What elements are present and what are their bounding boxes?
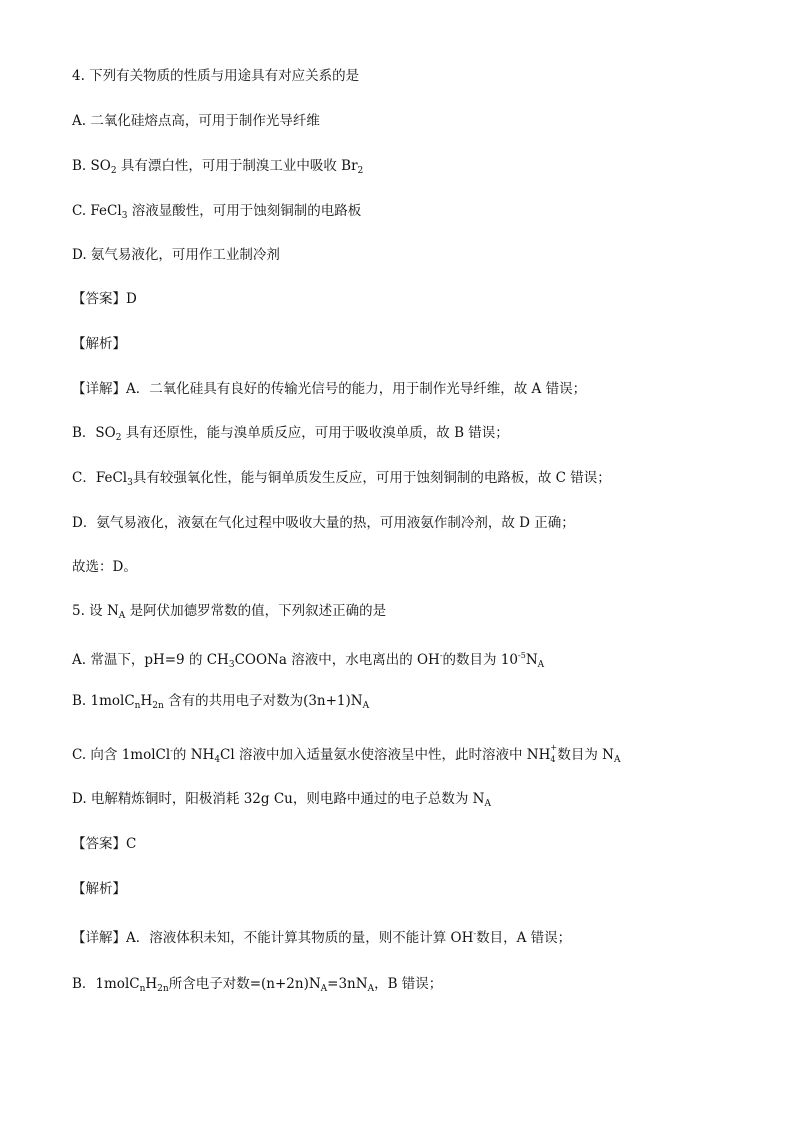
q5-option-a: A. 常温下，pH=9 的 $CH_3COONa$ 溶液中，水电离出的 OH-的数目为 $10^{-5}N_A$	[72, 651, 545, 670]
q4-option-d: D. 氨气易液化，可用作工业制冷剂	[72, 247, 280, 263]
q4-detail-b: B．$SO_2$ 具有还原性，能与溴单质反应，可用于吸收溴单质，故 B 错误；	[72, 425, 509, 443]
q5-detail-b: B．$1molC_nH_{2n}$所含电子对数$=(n+2n)N_A=3nN_A$，B 错误；	[72, 976, 443, 994]
q5-option-c: C. 向含 1molCl-的 $NH_4Cl$ 溶液中加入适量氨水使溶液呈中性，此时溶液中 NH + 4 数目为 $N_A$	[72, 743, 621, 765]
q5-option-b: B. $1molC_nH_{2n}$ 含有的共用电子对数为$(3n+1)N_A$	[72, 693, 370, 711]
q4-option-c: C. FeCl$_3$ 溶液显酸性，可用于蚀刻铜制的电路板	[72, 203, 362, 221]
q4-option-b: B. $SO_2$ 具有漂白性，可用于制溴工业中吸收 $Br_2$	[72, 158, 364, 176]
q4-detail-a: 【详解】A．二氧化硅具有良好的传输光信号的能力，用于制作光导纤维，故 A 错误；	[72, 381, 587, 397]
q5-stem: 5. 设 $N_A$ 是阿伏加德罗常数的值，下列叙述正确的是	[72, 603, 387, 621]
q5-analysis-label: 【解析】	[72, 881, 126, 897]
q4-analysis-label: 【解析】	[72, 336, 126, 352]
q5-detail-a: 【详解】A．溶液体积未知，不能计算其物质的量，则不能计算 OH-数目，A 错误；	[72, 929, 572, 946]
q5-option-d: D. 电解精炼铜时，阳极消耗 32g Cu，则电路中通过的电子总数为 $N_A$	[72, 791, 491, 809]
q4-answer: 【答案】D	[72, 291, 137, 307]
q4-detail-c: C．FeCl$_3$具有较强氧化性，能与铜单质发生反应，可用于蚀刻铜制的电路板，故 C 错误；	[72, 470, 611, 488]
q5-answer: 【答案】C	[72, 836, 137, 852]
q4-conclusion: 故选：D。	[72, 559, 137, 575]
q4-option-a: A. 二氧化硅熔点高，可用于制作光导纤维	[72, 113, 320, 129]
q4-detail-d: D．氨气易液化，液氨在气化过程中吸收大量的热，可用液氨作制冷剂，故 D 正确；	[72, 515, 575, 531]
q4-stem: 4. 下列有关物质的性质与用途具有对应关系的是	[72, 68, 360, 84]
